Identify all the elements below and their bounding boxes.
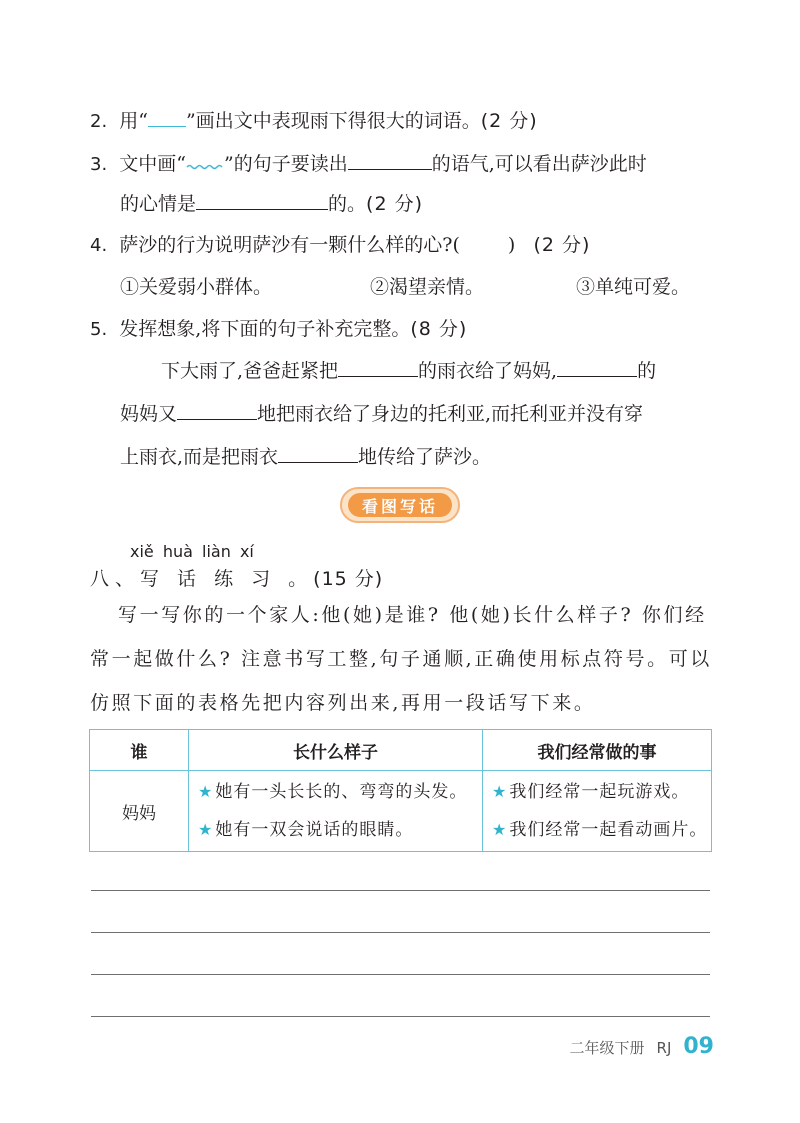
option-a[interactable]: ①关爱弱小群体。 — [120, 276, 273, 298]
page-footer — [570, 1034, 715, 1059]
star-icon: ★ — [492, 820, 508, 839]
underline-mark-sample — [148, 106, 186, 127]
star-icon: ★ — [198, 820, 214, 839]
family-info-table — [89, 729, 712, 852]
answer-blank[interactable] — [557, 356, 637, 377]
question-text: 的心情是 — [120, 193, 197, 215]
option-b[interactable]: ②渴望亲情。 — [370, 276, 485, 298]
answer-blank[interactable] — [278, 442, 358, 463]
sentence-text: 地把雨衣给了身边的托利亚,而托利亚并没有穿 — [257, 403, 644, 425]
question-score: (2 分) — [533, 234, 591, 256]
question-score: (8 分) — [410, 318, 468, 340]
list-item-text: 我们经常一起看动画片。 — [509, 820, 708, 840]
table-header-activities: 我们经常做的事 — [483, 730, 712, 771]
sentence-text: 上雨衣,而是把雨衣 — [120, 446, 279, 468]
answer-blank[interactable] — [348, 149, 432, 170]
prompt-line-2: 常一起做什么? 注意书写工整,句子通顺,正确使用标点符号。可以 — [90, 648, 712, 670]
list-item-text: 我们经常一起玩游戏。 — [509, 782, 690, 802]
question-number: 2. — [90, 111, 108, 132]
q5-sentence-3 — [120, 442, 491, 471]
question-3-line-2 — [120, 189, 423, 218]
question-text: 的。 — [328, 193, 367, 215]
table-cell-looks — [189, 771, 483, 852]
heading-pinyin: xiě huà liàn xí — [130, 542, 254, 561]
question-text: 用“ — [119, 110, 148, 132]
question-3 — [90, 148, 647, 179]
question-text: ”画出文中表现雨下得很大的词语。 — [186, 110, 481, 132]
question-4 — [90, 231, 590, 260]
sentence-text: 地传给了萨沙。 — [358, 446, 492, 468]
question-8-heading — [90, 565, 383, 593]
question-number: 3. — [90, 154, 108, 175]
list-item-text: 她有一头长长的、弯弯的头发。 — [215, 782, 468, 802]
section-badge — [340, 487, 460, 523]
q5-sentence-1 — [161, 356, 656, 385]
answer-blank[interactable] — [338, 356, 418, 377]
sentence-text: 的雨衣给了妈妈, — [418, 360, 558, 382]
heading-text: 八、写 话 练 习 。 — [90, 568, 314, 590]
sentence-text: 的 — [637, 360, 657, 382]
writing-line[interactable] — [91, 974, 710, 975]
question-score: (2 分) — [366, 193, 423, 215]
prompt-line-3: 仿照下面的表格先把内容列出来,再用一段话写下来。 — [90, 692, 596, 714]
list-item — [190, 811, 481, 849]
star-icon: ★ — [492, 782, 508, 801]
answer-blank[interactable] — [196, 189, 328, 210]
table-header-looks: 长什么样子 — [189, 730, 483, 771]
question-text: ”的句子要读出 — [224, 153, 348, 175]
star-icon: ★ — [198, 782, 214, 801]
question-text: 发挥想象,将下面的句子补充完整。 — [119, 318, 411, 340]
list-item — [484, 811, 710, 849]
table-row — [90, 771, 712, 852]
question-score: (15 分) — [313, 568, 384, 590]
section-badge-label: 看图写话 — [348, 493, 452, 517]
question-number: 4. — [90, 235, 108, 256]
table-header-row — [90, 730, 712, 771]
paren-close: ) — [507, 234, 516, 256]
q5-sentence-2 — [120, 399, 643, 428]
question-number: 5. — [90, 319, 108, 340]
sentence-text: 下大雨了,爸爸赶紧把 — [161, 360, 339, 382]
question-5 — [90, 315, 467, 344]
question-text: 文中画“ — [119, 153, 186, 175]
question-text: 的语气,可以看出萨沙此时 — [431, 153, 647, 175]
question-2 — [90, 106, 538, 136]
table-cell-activities — [483, 771, 712, 852]
table-header-who: 谁 — [90, 730, 189, 771]
footer-grade: 二年级下册 — [569, 1039, 645, 1057]
prompt-line-1: 写一写你的一个家人:他(她)是谁? 他(她)长什么样子? 你们经 — [118, 604, 707, 626]
writing-line[interactable] — [91, 890, 710, 891]
answer-blank[interactable] — [177, 399, 257, 420]
option-c[interactable]: ③单纯可爱。 — [576, 276, 691, 298]
writing-line[interactable] — [91, 932, 710, 933]
footer-edition: RJ — [656, 1039, 672, 1057]
sentence-text: 妈妈又 — [120, 403, 178, 425]
table-cell-who: 妈妈 — [90, 771, 189, 852]
wavy-line-mark-sample — [186, 148, 224, 170]
writing-line[interactable] — [91, 1016, 710, 1017]
question-text: 萨沙的行为说明萨沙有一颗什么样的心?( — [119, 234, 460, 256]
list-item — [484, 773, 710, 811]
question-score: (2 分) — [480, 110, 538, 132]
list-item-text: 她有一双会说话的眼睛。 — [215, 820, 414, 840]
list-item — [190, 773, 481, 811]
page-number: 09 — [683, 1034, 714, 1059]
